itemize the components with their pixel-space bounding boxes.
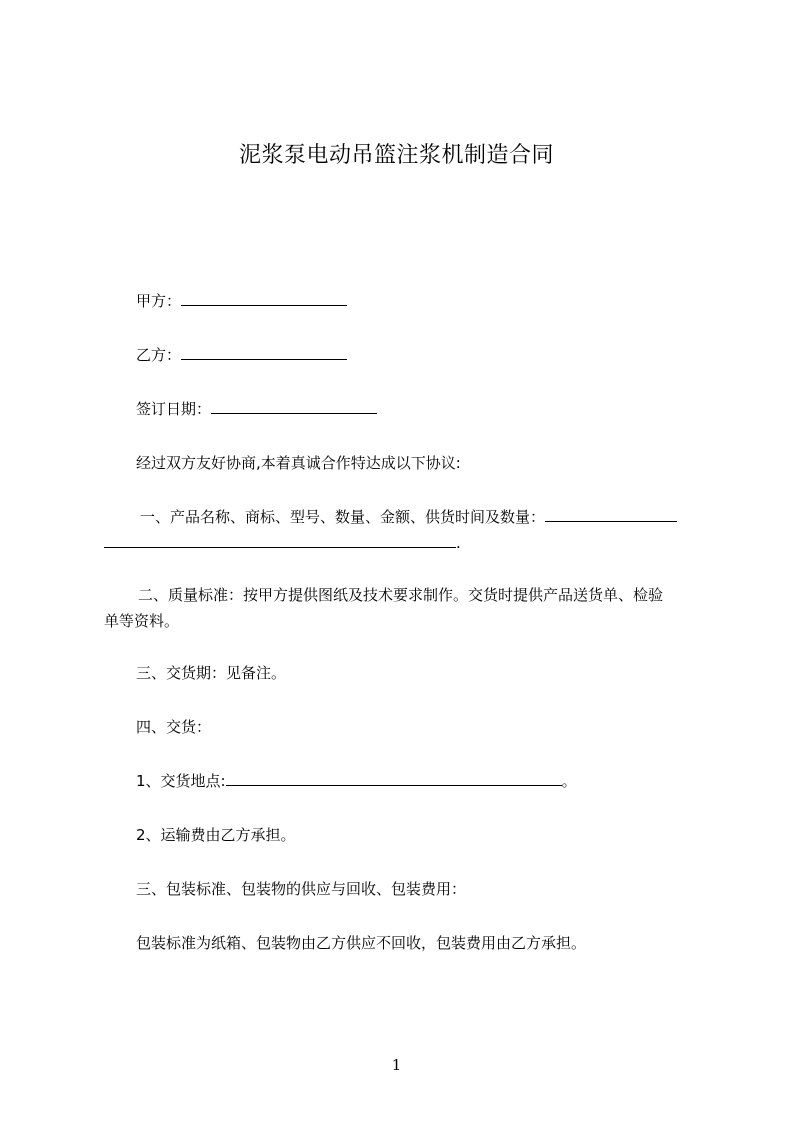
- delivery-place-end: 。: [561, 772, 577, 790]
- sign-date-blank: [211, 399, 377, 414]
- packaging-text: 包装标准为纸箱、包装物由乙方供应不回收，包装费用由乙方承担。: [136, 934, 587, 952]
- clause-1-line-1: [0, 506, 793, 528]
- delivery-place-line: [0, 770, 793, 792]
- party-b-blank: [181, 345, 347, 360]
- intro-paragraph: 经过双方友好协商,本着真诚合作特达成以下协议:: [136, 454, 461, 472]
- page-number: 1: [391, 1056, 402, 1074]
- clause-1-blank-a: [545, 507, 677, 522]
- delivery-place-label: 1、交货地点:: [136, 772, 226, 790]
- party-b-line: [0, 344, 793, 366]
- sign-date-line: [0, 398, 793, 420]
- clause-1-label: 一、产品名称、商标、型号、数量、金额、供货时间及数量：: [140, 508, 546, 526]
- transport-fee: 2、运输费由乙方承担。: [136, 826, 296, 844]
- party-a-label: 甲方：: [136, 292, 182, 310]
- party-a-blank: [181, 291, 347, 306]
- delivery-place-blank: [226, 771, 562, 786]
- party-a-line: [0, 290, 793, 312]
- clause-3: 三、交货期：见备注。: [136, 664, 287, 682]
- clause-2-line-1: 二、质量标准：按甲方提供图纸及技术要求制作。交货时提供产品送货单、检验: [138, 586, 664, 604]
- clause-4: 四、交货：: [136, 718, 212, 736]
- clause-1-blank-b: [104, 533, 456, 548]
- clause-1-line-2: [0, 532, 793, 554]
- sign-date-label: 签订日期：: [136, 400, 212, 418]
- packaging-heading: 三、包装标准、包装物的供应与回收、包装费用：: [136, 880, 467, 898]
- party-b-label: 乙方：: [136, 346, 182, 364]
- clause-2-line-2: 单等资料。: [104, 612, 180, 630]
- document-title: 泥浆泵电动吊篮注浆机制造合同: [238, 143, 554, 168]
- clause-1-end: .: [456, 534, 461, 552]
